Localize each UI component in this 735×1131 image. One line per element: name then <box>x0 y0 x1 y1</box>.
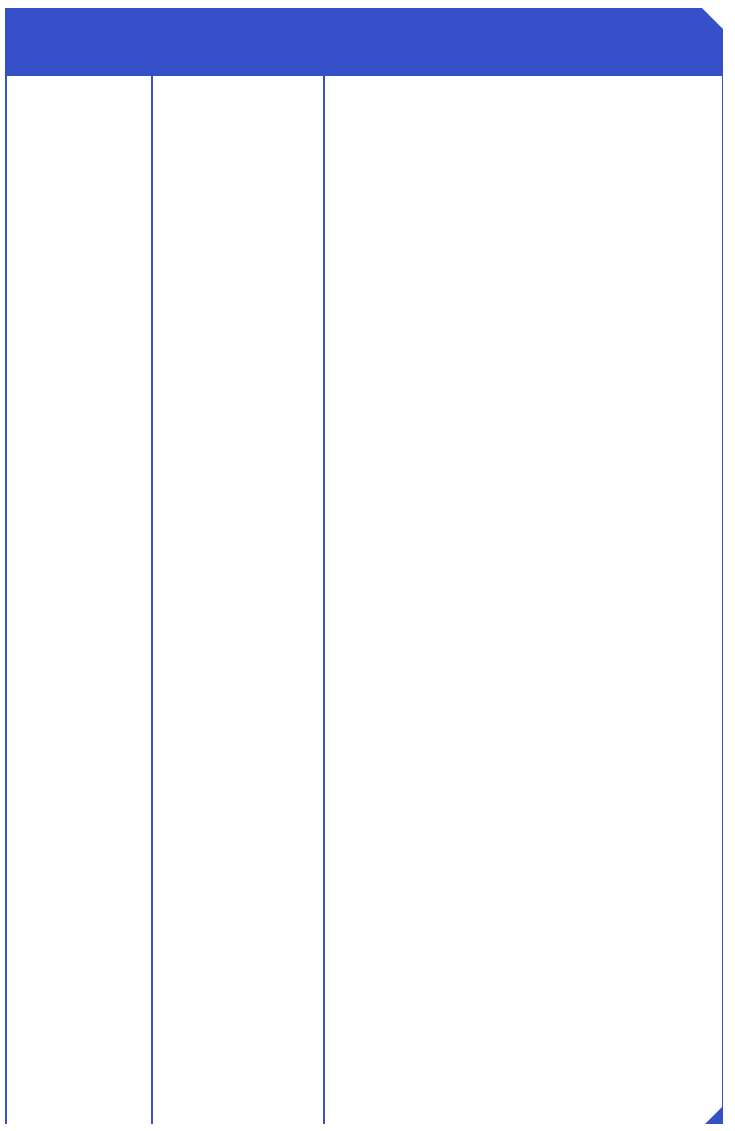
header-corner-cut <box>702 8 724 30</box>
table-header <box>5 8 723 76</box>
column-divider-2 <box>323 76 325 1124</box>
bottom-corner-triangle <box>705 1106 723 1124</box>
table-border-right <box>722 76 724 1124</box>
gift-pack-table <box>5 8 723 1124</box>
header-item-attributes <box>323 8 723 76</box>
header-pack-description <box>151 8 323 76</box>
table-border-left <box>5 76 7 1124</box>
header-pack-content <box>5 8 151 76</box>
column-divider-1 <box>151 76 153 1124</box>
